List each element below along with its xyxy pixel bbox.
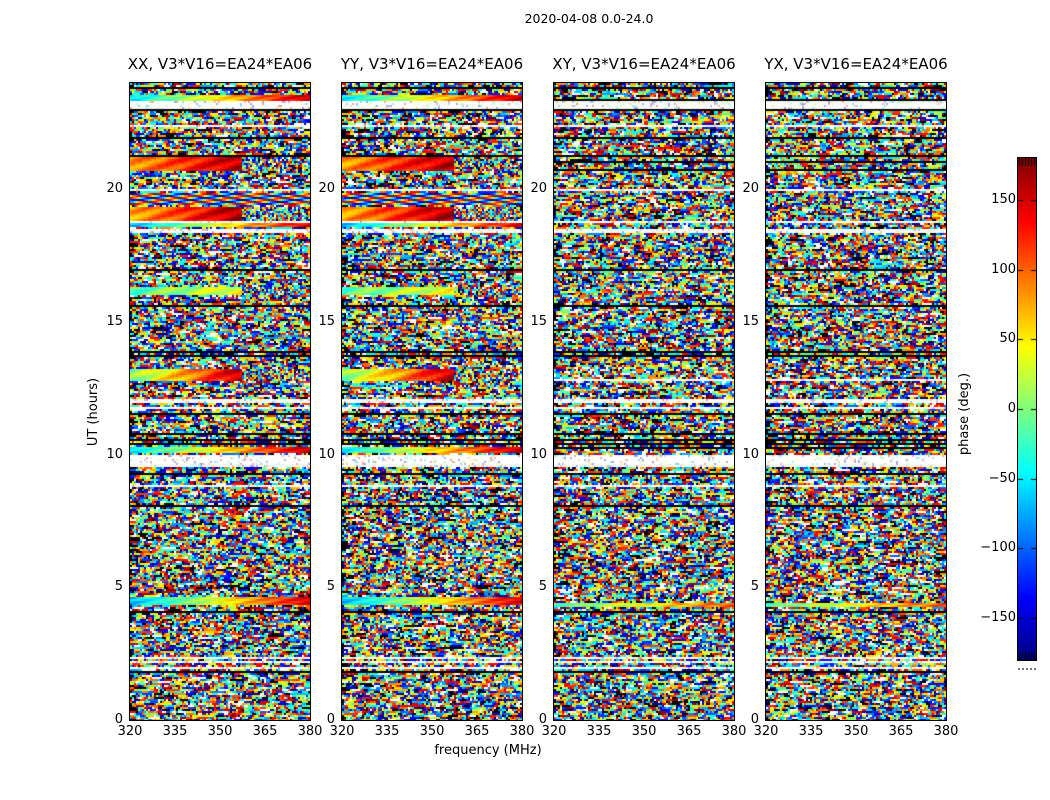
y-tick-label: 15 [530, 313, 547, 329]
x-tick-label: 380 [509, 724, 535, 739]
x-tick-label: 380 [933, 724, 959, 739]
x-tick-label: 320 [541, 724, 567, 739]
x-tick-label: 335 [162, 724, 188, 739]
heatmap-canvas-xy [554, 83, 734, 720]
x-tick-label: 365 [252, 724, 278, 739]
panel-title-yy: YY, V3*V16=EA24*EA06 [340, 55, 524, 73]
heatmap-canvas-xx [130, 83, 310, 720]
heatmap-canvas-yx [766, 83, 946, 720]
colorbar-tick-label: −50 [988, 470, 1016, 486]
x-tick-label: 350 [207, 724, 233, 739]
panel-title-yx: YX, V3*V16=EA24*EA06 [764, 55, 948, 73]
y-tick-label: 5 [326, 579, 335, 595]
y-tick-label: 5 [114, 579, 123, 595]
colorbar-tick-label: 50 [999, 331, 1016, 347]
x-axis-label: frequency (MHz) [434, 743, 542, 758]
x-tick-label: 365 [888, 724, 914, 739]
x-tick-label: 335 [374, 724, 400, 739]
y-tick-label: 5 [538, 579, 547, 595]
x-tick-label: 335 [798, 724, 824, 739]
y-tick-label: 0 [750, 712, 759, 727]
x-tick-label: 335 [586, 724, 612, 739]
colorbar-tick-label: 100 [991, 261, 1016, 277]
figure-title: 2020-04-08 0.0-24.0 [524, 11, 654, 26]
y-tick-label: 20 [318, 181, 335, 197]
y-tick-label: 20 [530, 181, 547, 197]
x-tick-label: 380 [297, 724, 323, 739]
colorbar-end-dots [1018, 668, 1036, 670]
x-tick-label: 320 [117, 724, 143, 739]
colorbar-label: phase (deg.) [956, 372, 972, 456]
y-tick-label: 15 [318, 313, 335, 329]
colorbar-canvas [1018, 158, 1036, 660]
y-tick-label: 10 [742, 446, 759, 462]
x-tick-label: 365 [676, 724, 702, 739]
y-tick-label: 20 [742, 181, 759, 197]
y-tick-label: 0 [326, 712, 335, 727]
colorbar-tick-label: −100 [980, 540, 1016, 556]
x-tick-label: 350 [631, 724, 657, 739]
y-tick-label: 10 [106, 446, 123, 462]
y-axis-label: UT (hours) [85, 377, 101, 447]
y-tick-label: 15 [106, 313, 123, 329]
y-tick-label: 10 [318, 446, 335, 462]
x-tick-label: 320 [753, 724, 779, 739]
x-tick-label: 320 [329, 724, 355, 739]
x-tick-label: 365 [464, 724, 490, 739]
colorbar-tick-label: 150 [991, 191, 1016, 207]
x-tick-label: 350 [419, 724, 445, 739]
y-tick-label: 0 [114, 712, 123, 727]
y-tick-label: 5 [750, 579, 759, 595]
y-tick-label: 0 [538, 712, 547, 727]
colorbar-tick-label: −150 [980, 610, 1016, 626]
y-tick-label: 15 [742, 313, 759, 329]
heatmap-canvas-yy [342, 83, 522, 720]
x-tick-label: 350 [843, 724, 869, 739]
colorbar-tick-label: 0 [1007, 401, 1016, 416]
y-tick-label: 20 [106, 181, 123, 197]
x-tick-label: 380 [721, 724, 747, 739]
panel-title-xy: XY, V3*V16=EA24*EA06 [552, 55, 736, 73]
y-tick-label: 10 [530, 446, 547, 462]
panel-title-xx: XX, V3*V16=EA24*EA06 [127, 55, 313, 73]
